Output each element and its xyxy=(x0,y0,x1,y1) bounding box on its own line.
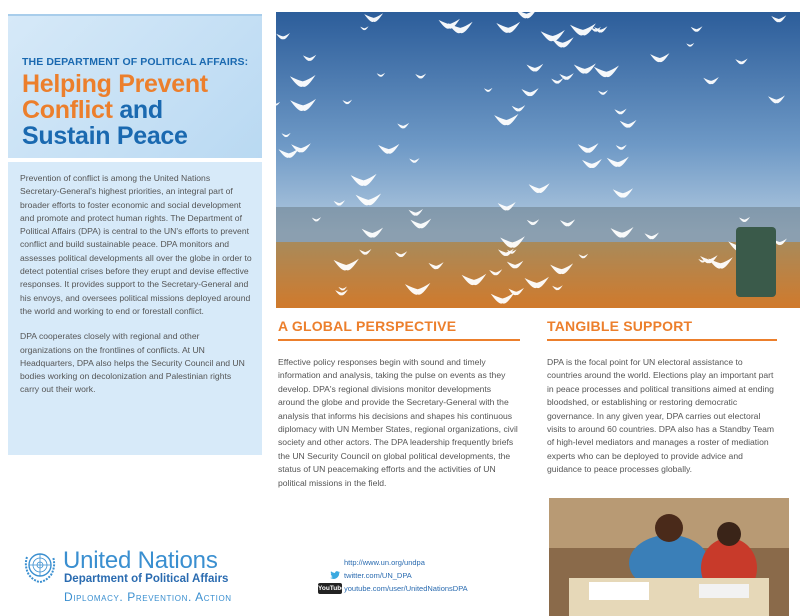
twitter-link[interactable] xyxy=(318,569,518,582)
youtube-link[interactable] xyxy=(318,582,518,595)
headline-part1: Helping Prevent Conflict xyxy=(22,70,208,124)
intro-paragraph-2: DPA cooperates closely with regional and other organizations on the frontlines of conflicts. At UN Headquarters, DPA also helps the Security Council and UN bodies working on decolonization and Palestinian rights carry out their work. xyxy=(20,331,245,395)
title-panel xyxy=(8,14,262,160)
headline xyxy=(22,71,252,149)
tangible-support-body: DPA is the focal point for UN electoral assistance to countries around the world. Elections play an important part in peace processes and political transitions aimed at ending bloodshed, or establishing or restoring democratic governance. In any given year, DPA carries out electoral visits to around 60 countries. DPA also has a Standby Team of high-level mediators and manages a roster of mediation experts who can be deployed to provide advice and guidance to peace processes globally. xyxy=(547,357,775,475)
website-link[interactable] xyxy=(318,556,518,569)
election-photo xyxy=(549,498,789,616)
contact-links xyxy=(318,556,518,595)
global-perspective-body: Effective policy responses begin with sound and timely information and analysis, taking the pulse on events as they develop. DPA's regional divisions monitor developments around the globe and provide the Secretary-General with the analysis that informs his decisions and shapes his continuous diplomacy with UN Member States, regional organizations, civil society and other actors. The DPA leadership frequently briefs the UN Security Council on global political developments, the status of UN peacemaking efforts and the activities of UN political missions in the field. xyxy=(278,357,518,488)
youtube-link-text[interactable]: youtube.com/user/UnitedNationsDPA xyxy=(344,584,468,593)
youtube-icon: YouTube xyxy=(318,585,345,592)
intro-paragraph-1: Prevention of conflict is among the United Nations Secretary-General's highest priorities, an integral part of broader efforts to foster economic and social development and promote and protect human rights. The Department of Political Affairs (DPA) is central to the UN's efforts to prevent conflict and build sustainable peace. DPA monitors and assesses political developments all over the globe in order to detect potential crises before they erupt and devise effective responses. It provides support to the Secretary-General and his envoys, and oversees political missions deployed around the world and working to end or forestall conflict. xyxy=(20,173,252,316)
motto: Diplomacy. Prevention. Action xyxy=(64,590,232,604)
intro-panel xyxy=(8,162,262,455)
sidebar xyxy=(8,14,262,604)
headline-part2: and xyxy=(119,96,163,124)
headline-part3: Sustain Peace xyxy=(22,122,188,150)
website-link-text[interactable]: http://www.un.org/undpa xyxy=(344,558,425,567)
hero-photo-doves xyxy=(276,12,800,308)
tangible-support-section xyxy=(547,318,777,477)
eyebrow-title: THE DEPARTMENT OF POLITICAL AFFAIRS: xyxy=(22,56,249,68)
global-perspective-section xyxy=(278,318,520,490)
un-name: United Nations xyxy=(63,547,218,574)
global-perspective-heading: A GLOBAL PERSPECTIVE xyxy=(278,318,520,341)
twitter-bird-icon xyxy=(330,571,340,580)
un-emblem-icon xyxy=(22,548,58,584)
un-dpa-logo xyxy=(22,548,262,608)
tangible-support-heading: TANGIBLE SUPPORT xyxy=(547,318,777,341)
department-name: Department of Political Affairs xyxy=(64,573,229,585)
twitter-link-text[interactable]: twitter.com/UN_DPA xyxy=(344,571,412,580)
